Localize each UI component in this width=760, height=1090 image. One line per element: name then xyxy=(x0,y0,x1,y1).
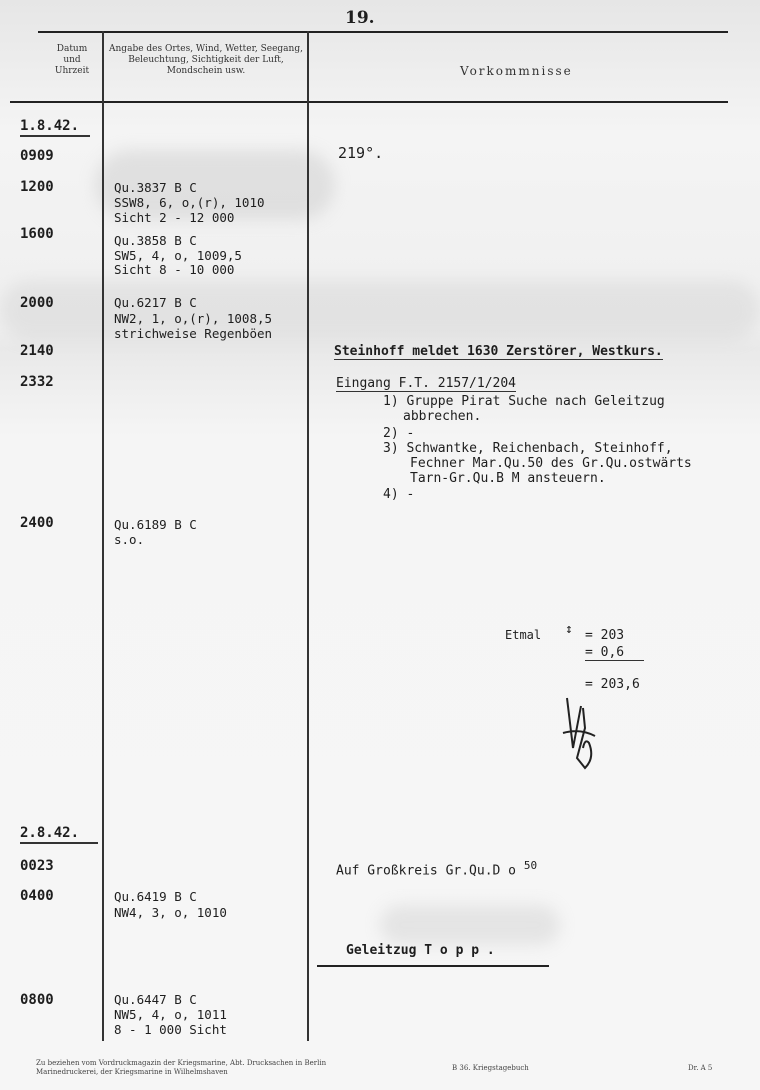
entry-time: 2400 xyxy=(20,515,54,531)
entry-position-line: Sicht 8 - 10 000 xyxy=(114,262,235,277)
entry-position-line: Qu.6447 B C xyxy=(114,992,197,1007)
footer-printer-line-1: Zu beziehen vom Vordruckmagazin der Kriegsmarine, Abt. Drucksachen in Berlin xyxy=(36,1059,327,1067)
radio-message-item: 1) Gruppe Pirat Suche nach Geleitzug xyxy=(383,394,665,409)
entry-position-line: 8 - 1 000 Sicht xyxy=(114,1022,227,1037)
entry-position-line: SSW8, 6, o,(r), 1010 xyxy=(114,195,265,210)
footer-printer-line-2: Marinedruckerei, der Kriegsmarine in Wilhelmshaven xyxy=(36,1068,228,1076)
etmal-label: Etmal xyxy=(505,628,542,642)
signature-icon xyxy=(555,688,605,778)
entry-time: 2140 xyxy=(20,343,54,359)
event-underline xyxy=(317,965,549,967)
entry-position-line: Qu.3858 B C xyxy=(114,233,197,248)
arrows-icon: ↕ xyxy=(565,622,573,637)
radio-message-heading: Eingang F.T. 2157/1/204 xyxy=(336,376,517,391)
entry-time: 0023 xyxy=(20,858,54,874)
radio-message-item: 3) Schwantke, Reichenbach, Steinhoff, xyxy=(383,441,673,456)
entry-position-line: SW5, 4, o, 1009,5 xyxy=(114,248,242,263)
entry-event: Steinhoff meldet 1630 Zerstörer, Westkurs. xyxy=(334,344,663,359)
date-2-8-42: 2.8.42. xyxy=(20,825,98,844)
entry-time: 1600 xyxy=(20,226,54,242)
entry-time: 0400 xyxy=(20,888,54,904)
header-location-weather: Angabe des Ortes, Wind, Wetter, Seegang, Beleuchtung, Sichtigkeit der Luft, Mondschein usw. xyxy=(109,44,303,76)
entry-position-line: Qu.6419 B C xyxy=(114,889,197,904)
header-events: Vorkommnisse xyxy=(460,64,573,78)
entry-position-line: NW5, 4, o, 1011 xyxy=(114,1007,227,1022)
footer-form-code: Dr. A 5 xyxy=(688,1064,713,1072)
radio-message-item: 2) - xyxy=(383,426,415,441)
entry-event: Auf Großkreis Gr.Qu.D o $^{50}$ xyxy=(336,859,538,879)
entry-time: 0909 xyxy=(20,148,54,164)
header-bottom-rule xyxy=(10,101,728,103)
date-1-8-42: 1.8.42. xyxy=(20,118,90,137)
etmal-value-2: = 0,6 xyxy=(585,645,644,661)
column-divider-2 xyxy=(307,31,309,1041)
radio-message-item: 4) - xyxy=(383,487,415,502)
page-number: 19. xyxy=(345,8,375,28)
entry-position-line: NW4, 3, o, 1010 xyxy=(114,905,227,920)
entry-position-line: s.o. xyxy=(114,532,145,547)
entry-position-line: Sicht 2 - 12 000 xyxy=(114,210,235,225)
entry-position-line: NW2, 1, o,(r), 1008,5 xyxy=(114,311,273,326)
etmal-total: = 203,6 xyxy=(585,677,640,692)
entry-time: 0800 xyxy=(20,992,54,1008)
radio-message-item: Tarn-Gr.Qu.B M ansteuern. xyxy=(410,471,606,486)
etmal-value-1: = 203 xyxy=(585,628,625,643)
header-top-rule xyxy=(38,31,728,33)
entry-time: 2332 xyxy=(20,374,54,390)
entry-event: Geleitzug T o p p . xyxy=(346,943,495,958)
radio-message-item: abbrechen. xyxy=(403,409,482,424)
entry-position-line: Qu.6189 B C xyxy=(114,517,197,532)
entry-event: 219°. xyxy=(338,144,384,162)
entry-position-line: Qu.3837 B C xyxy=(114,180,197,195)
radio-message-item: Fechner Mar.Qu.50 des Gr.Qu.ostwärts xyxy=(410,456,692,471)
entry-position-line: Qu.6217 B C xyxy=(114,295,197,310)
footer-form-name: B 36. Kriegstagebuch xyxy=(452,1064,529,1072)
header-date-time: Datum und Uhrzeit xyxy=(54,44,90,76)
column-divider-1 xyxy=(102,31,104,1041)
entry-time: 2000 xyxy=(20,295,54,311)
entry-time: 1200 xyxy=(20,179,54,195)
entry-position-line: strichweise Regenböen xyxy=(114,326,273,341)
